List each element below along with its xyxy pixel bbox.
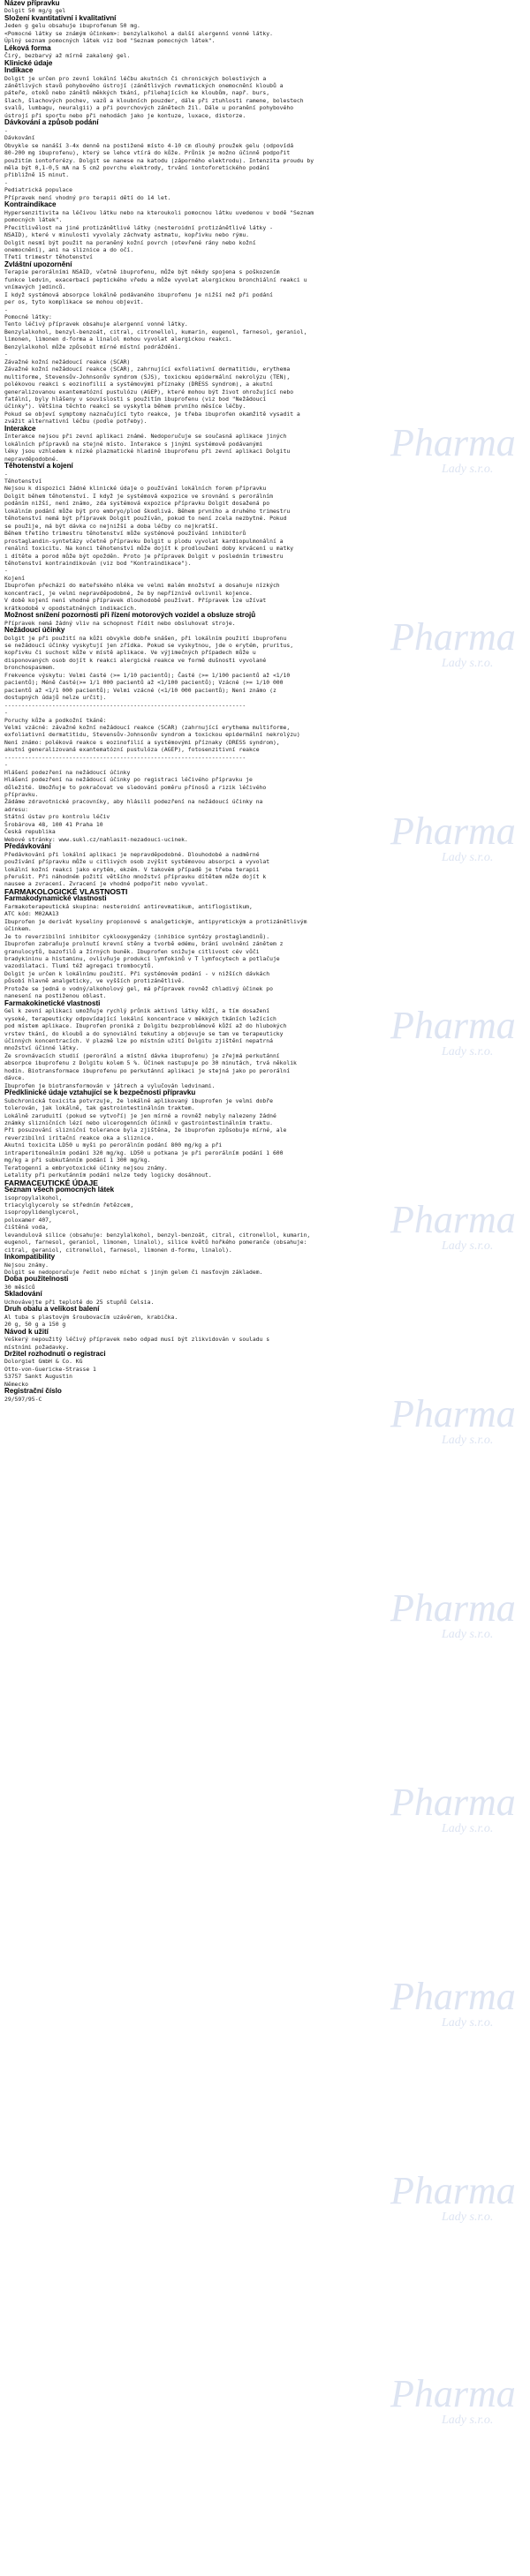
watermark-logo: Pharma Lady s.r.o. [390,1586,516,1641]
text-line: 29/597/95-C [4,1395,42,1403]
text-line: granulocytů, bazofilů a žírných buněk. Ibuprofen snižuje citlivost cév vůči [4,947,260,955]
text-line: lokálním podání může být pro embryo/plod škodlivá. Během prvního a druhého trimestru [4,507,291,515]
text-line: Dávkování [4,134,35,142]
text-line: Závažné kožní nežádoucí reakce (SCAR) [4,358,131,365]
section-heading: Složení kvantitativní i kvalitativní [4,13,117,22]
document-body [4,0,524,1403]
section-heading: Interakce [4,424,36,433]
text-line: absorpce ibuprofenu z Dolgitu kolem 5 %. Účinek nastupuje po 30 minutách, trvá několik [4,1059,297,1067]
text-line: Během třetího trimestru těhotenství může systémové používání inhibitorů [4,530,246,538]
text-line: polékovou reakci s eozinofilií a systémovými příznaky (DRESS syndrom), a akutní [4,380,273,388]
text-line: Benzylalkohol může způsobit mírné místní podráždění. [4,343,182,350]
text-line: isopropylalkohol, [4,1194,63,1201]
text-line: Přípravek nemá žádný vliv na schopnost řídit nebo obsluhovat stroje. [4,619,236,627]
watermark-logo: Pharma Lady s.r.o. [390,1975,516,2030]
text-line: isopropylidenglycerol, [4,1209,80,1216]
section-heading: Seznam všech pomocných látek [4,1186,115,1194]
text-line: Třetí trimestr těhotenství [4,253,94,261]
text-line: Dolgit během těhotenství. I když je systémová expozice ve srovnání s perorálním [4,492,273,500]
text-line: Obvykle se nanáší 3-4x denně na postižené místo 4-10 cm dlouhý proužek gelu (odpovídá [4,141,294,149]
text-line: Terapie perorálními NSAID, včetně ibuprofenu, může být někdy spojena s poškozením [4,268,280,276]
text-line: exfoliativní dermatitidu, Stevensův-Johnsonův syndrom a toxickou epidermální nekrolýzu) [4,731,300,739]
text-line: Dolgit nesmí být použit na poraněný kožní povrch (otevřené rány nebo kožní [4,238,256,246]
section-heading: Název přípravku [4,0,60,7]
text-line: šlach, šlachových pochev, vazů a kloubních pouzder, dále při ztuhlosti ramene, bolestech [4,96,304,104]
text-line: přerušit. Při náhodném požití většího množství přípravku dítětem může dojít k [4,873,267,881]
text-line: Dolgit se nedoporučuje ředit nebo míchat s jiným gelem či masťovým základem. [4,1269,263,1277]
text-line: limonen, limonen d-forma a linalol mohou vyvolat alergickou reakci. [4,335,232,343]
text-line: Je to reverzibilní inhibitor cyklooxygenázy (inhibice syntézy prostaglandinů). [4,932,270,940]
text-line: měla být 0,1-0,5 mA na 5 cm2 povrchu elektrody, trvání iontoforetického podání [4,163,270,171]
text-line: Lokálně zaruduití (pokud se vytvoří) je jen mírné a rovněž nebyly nalezeny žádné [4,1111,276,1119]
text-line: ----------------------------------------------------------------------- [4,701,246,709]
text-line: eugenol, farnesol, geraniol, limonen, linalol), silice květů hořkého pomeranče (obsahuje: [4,1239,307,1247]
text-line: disponovaných osob dojít k reakci alergické reakce ve formě dušnosti vyvolané [4,656,267,664]
text-line: akutní generalizovaná exantematózní pustulóza (AGEP), fotosenzitivní reakce [4,746,260,754]
watermark-logo: Pharma Lady s.r.o. [390,1004,516,1058]
text-line: - [4,567,8,575]
text-line: Dolgit je při použití na kůži obvykle dobře snášen, při lokálním použití ibuprofenu [4,634,287,642]
text-line: Ibuprofen zabraňuje prolnutí krevní stěny a tvorbě edému, brání uvolnění zánětem z [4,940,284,948]
text-line: reverzibilní iritační reakce oka a sliznice. [4,1134,155,1141]
text-line: účinných koncentracích. V plazmě lze po místním užití Dolgitu zjištění nepatrná [4,1036,273,1044]
text-line: Při posuzování slizniční tolerance byla zjištěna, že ibuprofen způsobuje mírné, ale [4,1126,287,1134]
text-line: Frekvence výskytu: Velmi časté (>= 1/10 pacientů); Časté (>= 1/100 pacientů až <1/10 [4,671,291,679]
text-line: Teratogenní a embryotoxické účinky nejsou známy. [4,1164,168,1171]
text-line: Pokud se objeví symptomy naznačující tyto reakce, je třeba ibuprofen okamžitě vysadit a [4,410,300,418]
watermark-logo: Pharma Lady s.r.o. [390,1198,516,1253]
text-line: - [4,761,8,769]
section-heading: Možnost snížení pozornosti při řízení motorových vozidel a obsluze strojů [4,611,256,620]
text-line: Závažné kožní nežádoucí reakce (SCAR), zahrnující exfoliativní dermatitidu, erythema [4,365,291,373]
text-line: Velmi vzácné: závažné kožní nežádoucí reakce (SCAR) (zahrnující erythema multiforme, [4,723,291,731]
text-line: tolerován, jak lokálně, tak gastrointestinálním traktem. [4,1104,195,1112]
text-line: mg/kg a při subkutánním podání 1 300 mg/kg. [4,1156,151,1164]
text-line: Dolgit 50 mg/g gel [4,7,66,15]
text-line: per os, tyto komplikace se mohou objevit. [4,298,144,306]
text-line: Webové stránky: www.sukl.cz/nahlasit-nezadouci-ucinek. [4,835,188,843]
text-line: Interakce nejsou při zevní aplikaci známé. Nedoporučuje se současná aplikace jiných [4,433,287,441]
text-line: kopřivku či suchost kůže v místě aplikace. Ve výjimečných případech může u [4,649,256,657]
text-line: Dolgit je určen k lokálnímu použití. Při systémovém podání - v nižších dávkách [4,969,270,977]
text-line: citral, geraniol, citronellol, farnesol, limonen d-formu, linalol). [4,1246,232,1254]
text-line: Otto-von-Guericke-Strasse 1 [4,1365,96,1373]
section-heading: Skladování [4,1290,42,1299]
text-line: levandulová silice (obsahuje: benzylalkohol, benzyl-benzoát, citral, citronellol, kumarin, [4,1231,311,1239]
text-line: hodin. Biotransformace ibuprofenu po perkutánní aplikaci je stejná jako po perorální [4,1066,291,1074]
text-line: Kojení [4,574,26,582]
text-line: dávce. [4,1074,26,1082]
text-line: pacientů až <1/1 000 pacientů); Velmi vzácné (<1/10 000 pacientů); Není známo (z [4,686,276,694]
section-heading: Předklinické údaje vztahující se k bezpečnosti přípravku [4,1088,196,1097]
text-line: - [4,350,8,358]
text-line: Žádáme zdravotnické pracovníky, aby hlásili podezření na nežádoucí účinky na [4,798,263,806]
text-line: nanesení na postiženou oblast. [4,992,107,1000]
text-line: Ibuprofen je derivát kyseliny propionové s analgetickým, antipyretickým a protizánětlivým [4,917,307,925]
watermark-logo: Pharma Lady s.r.o. [390,2169,516,2224]
text-line: Benzylalkohol, benzyl-benzoát, citral, citronellol, kumarin, eugenol, farnesol, geraniol, [4,328,307,335]
text-line: vrstev tkání, do kloubů a do synoviální tekutiny a objevuje se tam ve terapeuticky [4,1029,284,1037]
text-line: Německo [4,1380,28,1388]
text-line: Hlášení podezření na nežádoucí účinky po registraci léčivého přípravku je [4,776,253,784]
text-line: bronchospasmem. [4,664,56,672]
text-line: 30 měsíců [4,1283,35,1291]
section-heading: Nežádoucí účinky [4,626,65,635]
text-line: nepravděpodobné. [4,455,59,463]
text-line: Protože se jedná o vodný/alkoholový gel, má přípravek rovněž chladivý účinek po [4,984,273,992]
text-line: se nežádoucí účinky vyskytují jen zřídka. Pokud se vyskytnou, jde o erytém, pruritus, [4,641,294,649]
text-line: onemocnění), ani na sliznice a do očí. [4,245,134,253]
text-line: svalů, lumbagu, neuralgii) a při povrchových zánětech žil. Dále u poranění pohybového [4,104,294,112]
text-line: známky slizničních lézí nebo ulcerogenních účinků v gastrointestinálním traktu. [4,1119,273,1126]
text-line: Farmakoterapeutická skupina: nesteroidní antirevmatikum, antiflogistikum, [4,902,253,910]
section-heading: FARMACEUTICKÉ ÚDAJE [4,1178,98,1187]
text-line: Uchovávejte při teplotě do 25 stupňů Celsia. [4,1298,155,1306]
text-line: Úplný seznam pomocných látek viz bod "Seznam pomocných látek". [4,37,216,45]
text-line: - [4,178,8,186]
text-line: pacientů); Méně časté(>= 1/1 000 pacientů až <1/100 pacientů); Vzácné (>= 1/10 000 [4,679,284,687]
text-line: NSAID), které v minulosti vyvolaly záchvaty astmatu, kopřivku nebo rýmu. [4,231,250,239]
text-line: čištěná voda, [4,1224,49,1232]
text-line: - [4,305,8,313]
text-line: Česká republika [4,828,56,836]
text-line: Ze srovnávacích studií (perorální a místní dávka ibuprofenu) je zřejmá perkutánní [4,1051,280,1059]
text-line: nausee a zvracení. Zvracení je vhodné podpořit nebo vyvolat. [4,880,208,888]
text-line: 80-200 mg ibuprofenu), který se lehce vtírá do kůže. Průnik je možno účinně podpořit [4,149,291,157]
text-line: se použije, má být dávka co nejnižší a doba léčby co nejkratší. [4,522,219,530]
text-line: Dolgit je určen pro zevní lokální léčbu akutních či chronických bolestivých a [4,74,267,82]
text-line: Není známo: poléková reakce s eozinofilií a systémovými příznaky (DRESS syndrom), [4,738,280,746]
text-line: 53757 Sankt Augustin [4,1373,72,1381]
text-line: Hlášení podezření na nežádoucí účinky [4,768,131,776]
text-line: místními požadavky. [4,1343,70,1351]
text-line: generalizovanou exantematózní pustulózu (AGEP), které mohou být život ohrožující nebo [4,388,294,395]
text-line: lokálních přípravků na stejné místo. Interakce s jinými systémově podávanými [4,440,263,448]
watermark-logo: Pharma Lady s.r.o. [390,1392,516,1447]
section-heading: Kontraindikace [4,200,57,209]
text-line: přibližně 15 minut. [4,171,70,179]
watermark-logo: Pharma Lady s.r.o. [390,421,516,476]
section-heading: Těhotenství a kojení [4,462,73,471]
text-line: - [4,709,8,717]
text-line: Přecitlivělost na jiné protizánětlivé látky (nesteroidní protizánětlivé látky - [4,223,273,231]
text-line: těhotenství nemá být přípravek Dolgit používán, pokud to není zcela nezbytné. Pokud [4,515,287,523]
text-line: Letality při perkutánním podání nelze tedy logicky dosáhnout. [4,1171,212,1179]
watermark-logo: Pharma Lady s.r.o. [390,1781,516,1835]
text-line: používání přípravku může u citlivých osob zvýšit systémovou absorpci a vyvolat [4,858,270,866]
text-line: Předávkování při lokální aplikaci je nepravděpodobné. Dlouhodobé a nadměrné [4,850,260,858]
text-line: přípravku. [4,791,39,799]
text-line: pomocných látek". [4,216,63,224]
text-line: Dolorgiet GmbH & Co. KG [4,1358,83,1366]
text-line: funkce ledvin, exacerbací peptického vředu a může vyvolat alergickou bronchiální reakci u [4,275,307,283]
text-line: ATC kód: M02AA13 [4,910,59,918]
text-line: multiforme, Stevensův-Johnsonův syndrom (SJS), toxickou epidermální nekrolýzu (TEN), [4,373,291,380]
text-line: Těhotenství [4,478,42,485]
text-line: Nejsou známy. [4,1261,49,1269]
text-line: Poruchy kůže a podkožní tkáně: [4,716,107,724]
text-line: Jeden g gelu obsahuje ibuprofenum 50 mg. [4,22,140,30]
text-line: vazodilataci. Tlumí též agregaci trombocytů. [4,962,155,970]
text-line: zánětlivých stavů pohybového ústrojí (zánětlivých revmatických onemocnění kloubů a [4,81,284,89]
text-line: intraperitoneálním podání 320 mg/kg. LD50 u potkana je při perorálním podání 1 600 [4,1149,284,1156]
text-line: Státní ústav pro kontrolu léčiv [4,813,110,821]
text-line: dostupných údajů nelze určit). [4,694,107,702]
text-line: 20 g, 50 g a 150 g [4,1321,66,1329]
text-line: fatální, byly hlášeny v souvislosti s použitím ibuprofenu (viz bod "Nežádoucí [4,395,267,403]
text-line: účinkem. [4,925,32,933]
text-line: použitím iontoforézy. Dolgit se nanese na katodu (záporného elektrodu). Intenzita proudu by [4,156,314,164]
text-line: zvážit alternativní léčbu (podle potřeby). [4,418,148,426]
text-line: renální toxicitu. Na konci těhotenství může dojít k prodloužení doby krvácení u matky [4,545,294,553]
section-heading: Inkompatibility [4,1253,56,1262]
section-heading: Registrační číslo [4,1387,62,1396]
text-line: lokální kožní reakci jako erytém, ekzém. V takovém případě je třeba terapii [4,865,260,873]
text-line: triacylglyceroly se středním řetězcem, [4,1201,134,1209]
text-line: prostaglandin-syntetázy včetně přípravku Dolgit u plodu vyvolat kardiopulmonální a [4,537,284,545]
text-line: krátkodobě v opodstatněných indikacích. [4,604,138,612]
text-line: Pediatrická populace [4,186,72,194]
text-line: Tento léčivý přípravek obsahuje alergenní vonné látky. [4,320,188,328]
section-heading: Doba použitelnosti [4,1275,69,1284]
text-line: Pomocné látky: [4,313,52,321]
text-line: Přípravek není vhodný pro terapii dětí do 14 let. [4,193,171,201]
text-line: ústrojí při sportu nebo při nehodách jako je kontuze, luxace, distorze. [4,111,246,119]
text-line: Čirý, bezbarvý až mírně zakalený gel. [4,52,131,60]
text-line: bradykininu a histaminu, ovlivňuje produkci lymfokinů v T lymfocytech a potlačuje [4,955,280,962]
section-heading: Farmakokinetické vlastnosti [4,998,101,1007]
section-heading: Léková forma [4,43,51,52]
section-heading: Indikace [4,66,34,75]
text-line: Gel k zevní aplikaci umožňuje rychlý průnik aktivní látky kůží, a tím dosažení [4,1007,270,1015]
text-line: Nejsou k dispozici žádné klinické údaje o používání lokálních forem přípravku [4,485,267,493]
text-line: působí hlavně analgeticky, ve vyšších protizánětlivě. [4,977,185,985]
text-line: ----------------------------------------------------------------------- [4,753,246,761]
text-line: léky jsou vzhledem k nízké plazmatické hladině ibuprofenu při zevní aplikaci Dolgitu [4,448,291,456]
text-line: koncentrací, je velmi nepravděpodobné, že by nepříznivě ovlivnil kojence. [4,589,253,597]
text-line: - [4,470,8,478]
text-line: vysoké, terapeuticky odpovídající lokální koncentrace v měkkých tkáních ležících [4,1014,276,1022]
text-line: důležité. Umožňuje to pokračovat ve sledování poměru přínosů a rizik léčivého [4,783,267,791]
text-line: Subchronická toxicita potvrzuje, že lokálně aplikovaný ibuprofen je velmi dobře [4,1096,273,1104]
section-heading: Farmakodynamické vlastnosti [4,894,107,903]
text-line: adresu: [4,805,28,813]
section-heading: Klinické údaje [4,58,53,67]
watermark-logo: Pharma Lady s.r.o. [390,810,516,864]
text-line: Ibuprofen je biotransformován v játrech a vylučován ledvinami. [4,1081,216,1089]
section-heading: FARMAKOLOGICKÉ VLASTNOSTI [4,886,128,896]
text-line: vnímavých jedinců. [4,283,66,291]
section-heading: Druh obalu a velikost balení [4,1305,100,1314]
watermark-logo: Pharma Lady s.r.o. [390,615,516,670]
text-line: těhotenství kontraindikován (viz bod "Kontraindikace"). [4,559,192,567]
text-line: <Pomocné látky se známým účinkem>: benzylalkohol a další alergenní vonné látky. [4,29,273,37]
text-line: V době kojení není vhodné přípravek dlouhodobě používat. Přípravek lze užívat [4,597,267,605]
text-line: poloxamer 407, [4,1216,52,1224]
text-line: účinky"). Většina těchto reakcí se vyskytla během prvního měsíce léčby. [4,403,246,411]
text-line: Šrobárova 48, 100 41 Praha 10 [4,820,103,828]
watermark-logo: Pharma Lady s.r.o. [390,2372,516,2427]
text-line: podáním nižší, není známo, zda systémová expozice přípravku Dolgit dosažená po [4,500,270,508]
text-line: I když systémová absorpce lokálně podávaného ibuprofenu je nižší než při podání [4,290,273,298]
section-heading: Návod k užití [4,1327,49,1336]
text-line: Hypersenzitivita na léčivou látku nebo na kteroukoli pomocnou látku uvedenou v bodě "Seznam [4,208,314,216]
text-line: pod místem aplikace. Ibuprofen proniká z Dolgitu bezproblémově kůží až do hlubokých [4,1022,287,1030]
text-line: množství účinné látky. [4,1044,80,1052]
section-heading: Držitel rozhodnutí o registraci [4,1350,106,1359]
text-line: páteře, otoků nebo zánětů měkkých tkání, přilehajících ke kloubům, např. burs, [4,89,270,97]
text-line: - [4,126,8,134]
section-heading: Předávkování [4,842,51,851]
text-line: Ibuprofen přechází do mateřského mléka ve velmi malém množství a dosahuje nízkých [4,582,280,590]
section-heading: Dávkování a způsob podání [4,118,99,127]
text-line: Veškerý nepoužitý léčivý přípravek nebo odpad musí být zlikvidován v souladu s [4,1336,270,1344]
text-line: i dítěte a porod může být opožděn. Proto je přípravek Dolgit v posledním trimestru [4,552,284,560]
text-line: Akutní toxicita LD50 u myši po perorálním podání 800 mg/kg a při [4,1141,223,1149]
section-heading: Zvláštní upozornění [4,260,72,268]
text-line: Al tuba s plastovým šroubovacím uzávěrem, krabička. [4,1313,178,1321]
